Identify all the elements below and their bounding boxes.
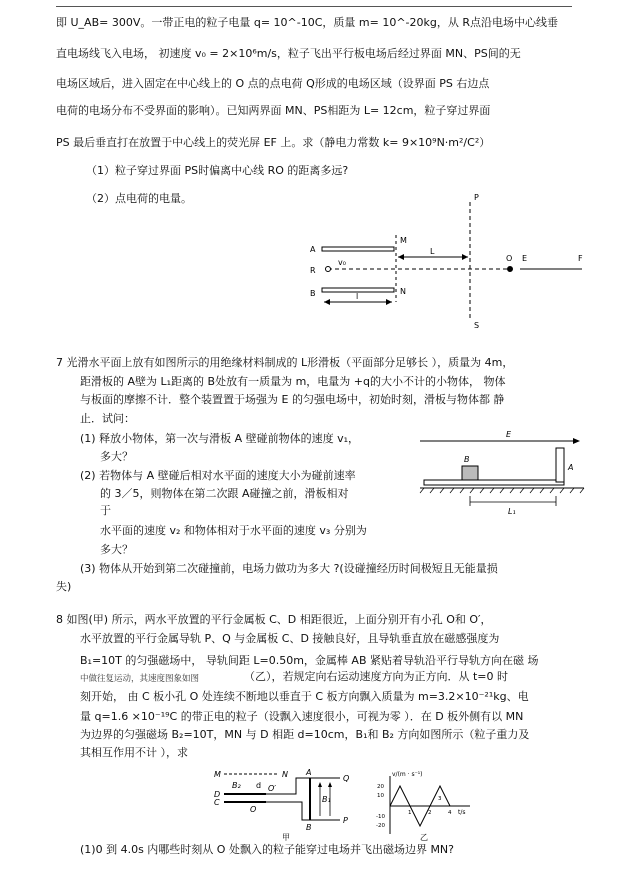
graph-ylabel: v/(m · s⁻¹) [392, 771, 423, 778]
p6-line-3: 电场区域后，进入固定在中心线上的 O 点的点电荷 Q形成的电场区域（设界面 PS 右边点 [56, 77, 490, 90]
label-P: P [343, 816, 348, 825]
caption-jia: 甲 [282, 833, 290, 842]
label-M: M [400, 236, 407, 245]
p7-q2: (2) 若物体与 A 壁碰后相对水平面的速度大小为碰前速率 [80, 469, 356, 482]
p7-q2-cont3: 水平面的速度 v₂ 和物体相对于水平面的速度 v₃ 分别为 [100, 524, 367, 537]
top-rule [56, 6, 572, 7]
label-O: O [506, 254, 513, 263]
label-E: E [522, 254, 528, 263]
p6-line-2: 直电场线飞入电场， 初速度 v₀ = 2×10⁶m/s，粒子飞出平行板电场后经过界面 MN、PS间的无 [56, 47, 521, 60]
xtick-4: 4 [448, 810, 452, 816]
label-P: P [474, 193, 479, 202]
block-B [462, 466, 478, 480]
p8-line-4: 中做往复运动，其速度图象如图 [80, 674, 200, 684]
p7-q1-cont: 多大？ [100, 450, 133, 463]
p7-q1: (1) 释放小物体，第一次与滑板 A 壁碰前物体的速度 v₁， [80, 432, 360, 445]
slide-plate [424, 480, 564, 485]
p8-question-1: (1)0 到 4.0s 内哪些时刻从 O 处飘入的粒子能穿过电场并飞出磁场边界 MN? [80, 843, 454, 856]
p6-question-1: （1）粒子穿过界面 PS时偏离中心线 RO 的距离多远? [86, 164, 349, 177]
xtick-1: 1 [408, 810, 412, 816]
label-A: A [306, 768, 312, 777]
p6-line-5: PS 最后垂直打在放置于中心线上的荧光屏 EF 上。求（静电力常数 k= 9×10⁹N·m²/C²） [56, 136, 491, 149]
label-S: S [474, 321, 480, 330]
label-l: l [356, 292, 359, 301]
wall-A [556, 448, 564, 482]
label-R: R [310, 266, 316, 275]
label-E: E [506, 430, 512, 439]
label-N: N [282, 770, 288, 779]
ytick-neg20: -20 [376, 823, 385, 829]
xtick-3: 3 [438, 796, 442, 802]
label-C: C [214, 798, 220, 807]
p8-line-6: 刻开始， 由 C 板小孔 O 处连续不断地以垂直于 C 板方向飘入质量为 m=3.2×10⁻²¹kg、电 [80, 690, 529, 703]
p6-figure [300, 190, 600, 335]
p8-velocity-graph [376, 770, 474, 842]
label-B2: B₂ [232, 781, 241, 790]
plate-A [322, 247, 394, 251]
ground-hatch [420, 488, 584, 493]
rail-P [266, 802, 340, 820]
ytick-20: 20 [377, 784, 384, 790]
label-B1: B₁ [322, 795, 331, 804]
label-A: A [568, 463, 574, 472]
p8-line-8: 为边界的匀强磁场 B₂=10T，MN 与 D 相距 d=10cm，B₁和 B₂ 方向如图所示（粒子重力及 [80, 728, 530, 741]
p8-line-9: 其相互作用不计 ），求 [80, 746, 188, 759]
p7-q3-cont: 失) [56, 580, 72, 593]
label-B: B [464, 455, 470, 464]
p7-line-1: 7 光滑水平面上放有如图所示的用绝缘材料制成的 L形滑板（平面部分足够长 ），质量为 4m， [56, 356, 514, 369]
p7-line-4: 止．试问： [80, 412, 135, 425]
label-L1: L₁ [508, 507, 516, 516]
label-A: A [310, 245, 316, 254]
p8-figure-jia [210, 764, 358, 842]
label-O: O [250, 805, 257, 814]
label-N: N [400, 287, 406, 296]
p8-line-7: 量 q=1.6 ×10⁻¹⁹C 的带正电的粒子（设飘入速度很小，可视为零 ）．在 D 板外侧有以 MN [80, 710, 524, 723]
p7-q3: (3) 物体从开始到第二次碰撞前，电场力做功为多大 ?(设碰撞经历时间极短且无能量损 [80, 562, 498, 575]
label-F: F [578, 254, 583, 263]
p7-q2-cont1: 的 3／5，则物体在第二次跟 A碰撞之前，滑板相对 [100, 487, 349, 500]
charge-O [507, 266, 513, 272]
label-D: D [214, 790, 221, 799]
label-B: B [306, 823, 312, 832]
p7-line-3: 与板面的摩擦不计．整个装置置于场强为 E 的匀强电场中，初始时刻，滑板与物体都 静 [80, 393, 505, 406]
point-R [326, 267, 331, 272]
p7-line-2: 距滑板的 A壁为 L₁距离的 B处放有一质量为 m，电量为 +q的大小不计的小物体， 物体 [80, 375, 506, 388]
p6-question-2: （2）点电荷的电量。 [86, 192, 192, 205]
label-B: B [310, 289, 316, 298]
p8-line-5: （乙），若规定向右运动速度方向为正方向．从 t=0 时 [244, 670, 509, 683]
caption-yi: 乙 [420, 833, 428, 842]
p7-q2-cont4: 多大？ [100, 543, 133, 556]
p7-q2-cont2: 于 [100, 504, 111, 517]
label-Q: Q [343, 774, 350, 783]
label-M: M [214, 770, 221, 779]
p8-line-2: 水平放置的平行金属导轨 P、Q 与金属板 C、D 接触良好，且导轨垂直放在磁感强度为 [80, 632, 500, 645]
p6-line-4: 电荷的电场分布不受界面的影响）。已知两界面 MN、PS相距为 L= 12cm，粒子穿过界面 [56, 104, 491, 117]
p6-line-1: 即 U_AB= 300V。一带正电的粒子电量 q= 10^-10C，质量 m= 10^-20kg，从 R点沿电场中心线垂 [56, 16, 559, 29]
ytick-neg10: -10 [376, 814, 385, 820]
label-v0: v₀ [338, 258, 346, 267]
p8-line-3: B₁=10T 的匀强磁场中， 导轨间距 L=0.50m，金属棒 AB 紧贴着导轨沿平行导轨方向在磁 场 [80, 654, 539, 667]
ytick-10: 10 [377, 793, 384, 799]
graph-xlabel: t/s [458, 809, 466, 816]
label-d: d [256, 781, 262, 790]
label-L: L [430, 247, 435, 256]
xtick-2: 2 [428, 810, 432, 816]
label-O-prime: O′ [268, 784, 277, 793]
p8-line-1: 8 如图(甲) 所示，两水平放置的平行金属板 C、D 相距很近，上面分别开有小孔 O和 O′， [56, 613, 492, 626]
p7-figure [418, 428, 588, 518]
